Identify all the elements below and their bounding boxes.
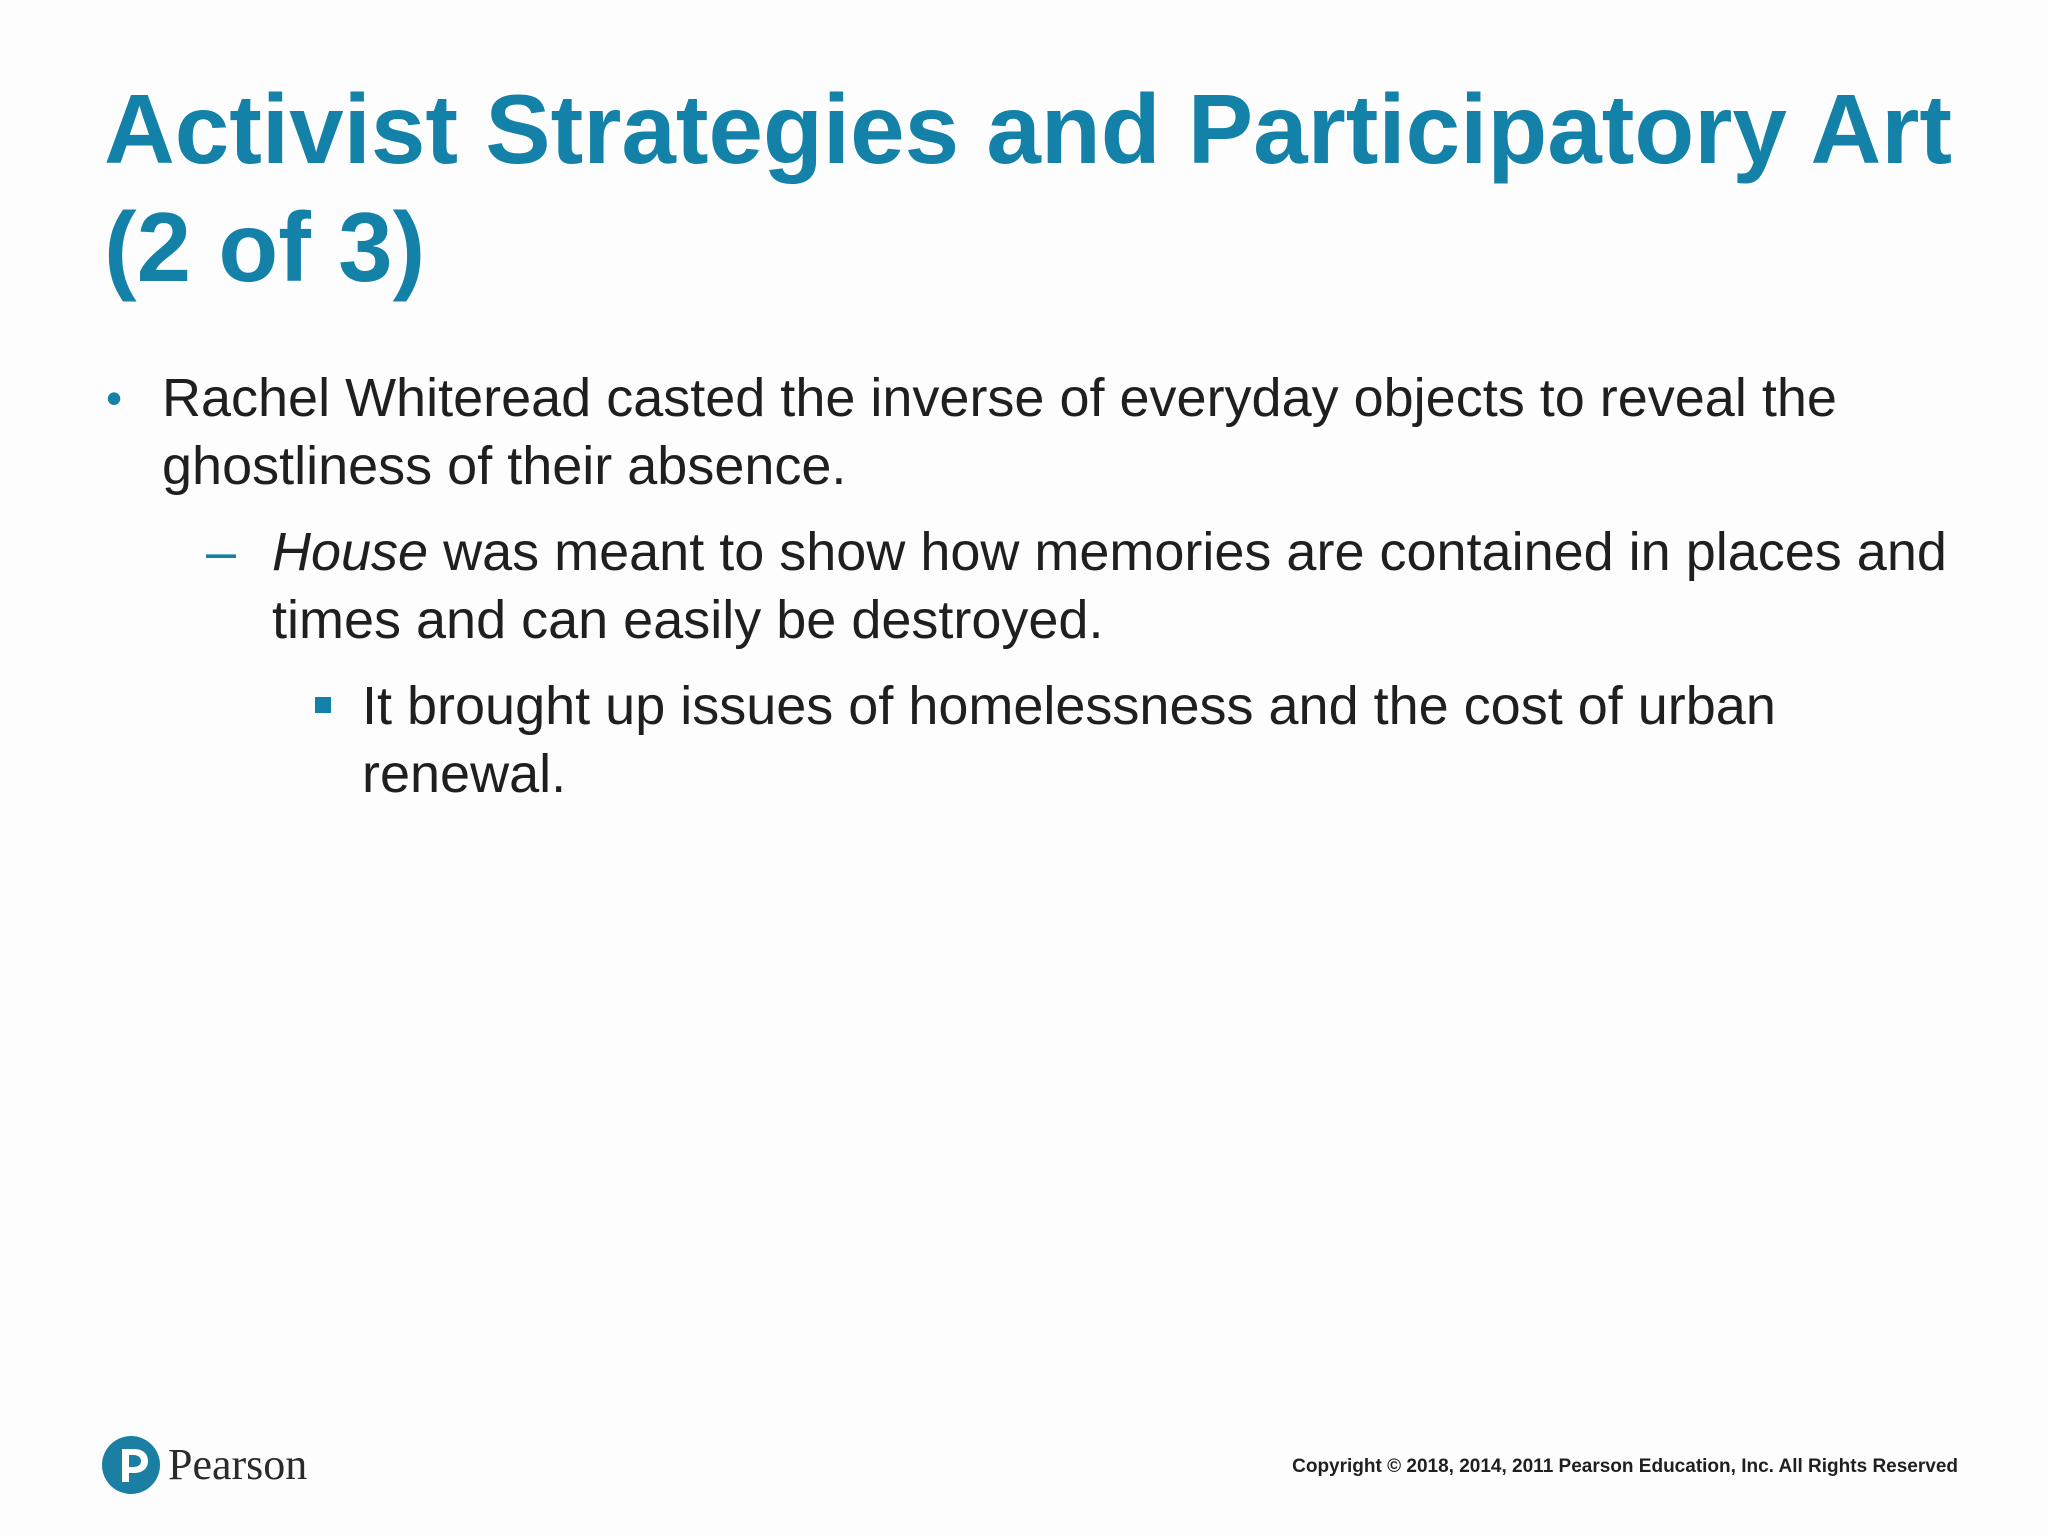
slide-title-line-1: Activist Strategies and Participatory Art [104, 74, 1953, 184]
slide-title [104, 70, 1984, 306]
pearson-logo-text: Pearson [168, 1440, 308, 1489]
slide-title-line-2: (2 of 3) [104, 192, 426, 302]
bullet-level-1: Rachel Whiteread casted the inverse of everyday objects to reveal the ghostliness of their absence. [162, 368, 1837, 496]
pearson-p-icon [102, 1436, 160, 1494]
bullet-square-icon [315, 697, 331, 713]
pearson-logo [102, 1436, 307, 1494]
bullet-dot-icon: • [106, 372, 123, 424]
copyright-notice: Copyright © 2018, 2014, 2011 Pearson Education, Inc. All Rights Reserved [1292, 1456, 1958, 1477]
bullet-level-2-text: was meant to show how memories are contained in places and times and can easily be destroyed. [272, 522, 1947, 650]
artwork-title: House [272, 522, 429, 582]
bullet-level-3: It brought up issues of homelessness and the cost of urban renewal. [362, 676, 1776, 804]
bullet-dash-icon: – [206, 522, 237, 582]
bullet-level-2 [272, 518, 1972, 654]
